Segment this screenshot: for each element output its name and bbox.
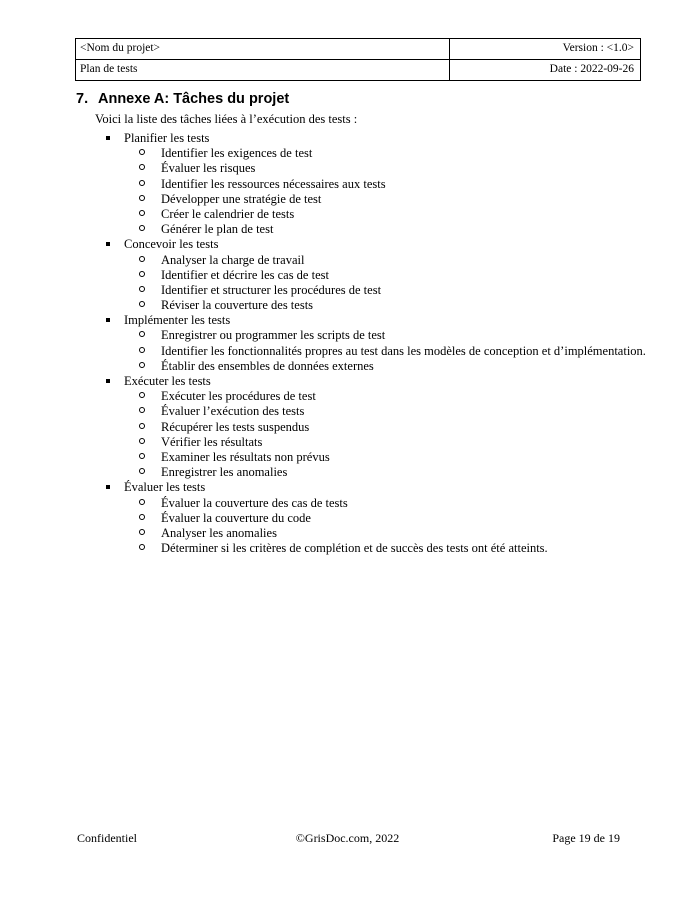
circle-bullet-icon	[139, 192, 145, 207]
task-group-header	[0, 313, 695, 328]
task-group-label: Concevoir les tests	[124, 237, 219, 252]
square-bullet-icon	[106, 237, 110, 252]
section-heading	[76, 92, 289, 108]
circle-bullet-icon	[139, 496, 145, 511]
task-group-header	[0, 237, 695, 252]
task-item-label: Réviser la couverture des tests	[161, 298, 314, 313]
task-group	[0, 237, 695, 313]
task-item	[0, 192, 695, 207]
circle-bullet-icon	[139, 298, 145, 313]
task-item-label: Récupérer les tests suspendus	[161, 419, 310, 434]
circle-bullet-icon	[139, 222, 145, 237]
section-number: 7.	[76, 91, 89, 107]
section-intro-text: Voici la liste des tâches liées à l’exécution des tests :	[95, 112, 358, 126]
document-header-table	[75, 38, 641, 81]
footer-page-number: Page 19 de 19	[552, 831, 620, 845]
header-table-row	[76, 60, 641, 81]
task-item-label: Évaluer les risques	[161, 161, 256, 176]
task-item	[0, 404, 695, 419]
circle-bullet-icon	[139, 283, 145, 298]
circle-bullet-icon	[139, 359, 145, 374]
task-group	[0, 313, 695, 374]
task-group-header	[0, 131, 695, 146]
square-bullet-icon	[106, 313, 110, 328]
header-table-row	[76, 39, 641, 60]
square-bullet-icon	[106, 374, 110, 389]
circle-bullet-icon	[139, 389, 145, 404]
task-item	[0, 268, 695, 283]
task-item-label: Analyser la charge de travail	[161, 252, 305, 267]
task-item-label: Évaluer l’exécution des tests	[161, 404, 305, 419]
task-item-label: Identifier et structurer les procédures de test	[161, 282, 382, 297]
task-item	[0, 253, 695, 268]
circle-bullet-icon	[139, 511, 145, 526]
task-item-label: Évaluer la couverture des cas de tests	[161, 495, 348, 510]
task-item-label: Développer une stratégie de test	[161, 191, 322, 206]
task-item-label: Enregistrer ou programmer les scripts de test	[161, 328, 386, 343]
circle-bullet-icon	[139, 146, 145, 161]
header-project-name-cell: <Nom du projet>	[76, 39, 450, 60]
header-table-body	[76, 39, 641, 81]
task-item	[0, 420, 695, 435]
task-item-label: Identifier les exigences de test	[161, 146, 313, 161]
circle-bullet-icon	[139, 450, 145, 465]
task-group	[0, 131, 695, 237]
task-group	[0, 374, 695, 480]
task-group-label: Évaluer les tests	[124, 480, 206, 495]
task-item	[0, 465, 695, 480]
header-document-type-cell: Plan de tests	[76, 60, 450, 81]
task-item	[0, 344, 695, 359]
task-item-label: Enregistrer les anomalies	[161, 465, 288, 480]
circle-bullet-icon	[139, 161, 145, 176]
task-item-label: Exécuter les procédures de test	[161, 389, 316, 404]
task-item-label: Identifier et décrire les cas de test	[161, 267, 329, 282]
task-list	[0, 131, 695, 556]
task-item-label: Déterminer si les critères de complétion et de succès des tests ont été atteints.	[161, 541, 548, 556]
square-bullet-icon	[106, 480, 110, 495]
circle-bullet-icon	[139, 465, 145, 480]
task-item-label: Identifier les ressources nécessaires aux tests	[161, 176, 386, 191]
task-item-label: Analyser les anomalies	[161, 525, 277, 540]
circle-bullet-icon	[139, 177, 145, 192]
square-bullet-icon	[106, 131, 110, 146]
task-item	[0, 435, 695, 450]
footer-confidentiality-label: Confidentiel	[77, 831, 137, 845]
circle-bullet-icon	[139, 404, 145, 419]
task-group-label: Planifier les tests	[124, 131, 210, 145]
task-item-label: Créer le calendrier de tests	[161, 206, 295, 221]
task-item-label: Évaluer la couverture du code	[161, 510, 311, 525]
task-group	[0, 480, 695, 556]
task-group-label: Implémenter les tests	[124, 313, 231, 328]
circle-bullet-icon	[139, 328, 145, 343]
circle-bullet-icon	[139, 253, 145, 268]
task-item	[0, 496, 695, 511]
section-title: Annexe A: Tâches du projet	[98, 91, 290, 107]
task-item	[0, 146, 695, 161]
task-item	[0, 389, 695, 404]
task-item	[0, 328, 695, 343]
circle-bullet-icon	[139, 526, 145, 541]
task-item-label: Vérifier les résultats	[161, 434, 263, 449]
header-version-cell: Version : <1.0>	[450, 39, 641, 60]
task-group-header	[0, 374, 695, 389]
task-item	[0, 359, 695, 374]
circle-bullet-icon	[139, 268, 145, 283]
task-group-header	[0, 480, 695, 495]
task-item	[0, 511, 695, 526]
task-item	[0, 450, 695, 465]
task-item	[0, 541, 695, 556]
circle-bullet-icon	[139, 420, 145, 435]
task-item-label: Générer le plan de test	[161, 222, 274, 237]
circle-bullet-icon	[139, 344, 145, 359]
footer-copyright-label: ©GrisDoc.com, 2022	[295, 831, 400, 845]
task-item	[0, 177, 695, 192]
circle-bullet-icon	[139, 207, 145, 222]
task-item-label: Établir des ensembles de données externes	[161, 358, 374, 373]
circle-bullet-icon	[139, 435, 145, 450]
task-item	[0, 207, 695, 222]
header-date-cell: Date : 2022-09-26	[450, 60, 641, 81]
task-item-label: Identifier les fonctionnalités propres au test dans les modèles de conception et d’implémentation.	[161, 343, 646, 358]
task-group-label: Exécuter les tests	[124, 374, 211, 388]
task-item	[0, 161, 695, 176]
task-item	[0, 222, 695, 237]
circle-bullet-icon	[139, 541, 145, 556]
task-item-label: Examiner les résultats non prévus	[161, 449, 330, 464]
task-item	[0, 298, 695, 313]
task-item	[0, 283, 695, 298]
task-item	[0, 526, 695, 541]
